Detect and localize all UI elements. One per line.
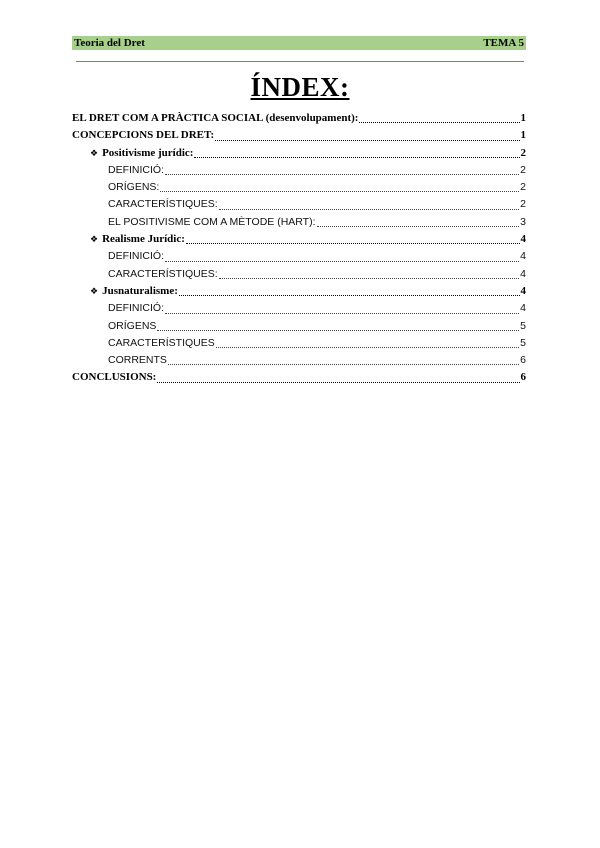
header-topic: TEMA 5 xyxy=(483,37,524,49)
page-header xyxy=(72,36,526,50)
toc-page-number: 1 xyxy=(520,129,526,142)
toc-entry[interactable] xyxy=(72,300,526,317)
toc-entry-text: CONCLUSIONS: xyxy=(72,371,157,384)
dot-leader xyxy=(186,234,520,244)
toc-entry[interactable] xyxy=(72,318,526,335)
dot-leader xyxy=(219,200,519,210)
toc-page-number: 4 xyxy=(520,302,526,315)
toc-entry[interactable] xyxy=(72,248,526,265)
toc-entry-text: CORRENTS xyxy=(108,354,167,367)
toc-entry-text: CARACTERÍSTIQUES xyxy=(108,336,215,349)
toc-page-number: 2 xyxy=(520,163,526,176)
diamond-bullet-icon: ❖ xyxy=(90,286,99,297)
dot-leader xyxy=(165,304,519,314)
dot-leader xyxy=(216,338,519,348)
toc-entry-text: EL DRET COM A PRÀCTICA SOCIAL (desenvolupament): xyxy=(72,112,359,124)
dot-leader xyxy=(168,355,519,365)
toc-entry-text: Positivisme jurídic: xyxy=(102,146,194,159)
dot-leader xyxy=(219,269,519,279)
dot-leader xyxy=(179,286,520,296)
toc-entry[interactable] xyxy=(72,369,526,386)
toc-entry-text: CONCEPCIONS DEL DRET: xyxy=(72,129,215,142)
dot-leader xyxy=(160,182,519,192)
toc-entry-label xyxy=(108,335,215,352)
diamond-bullet-icon: ❖ xyxy=(90,235,99,246)
toc-entry-label xyxy=(72,127,214,144)
toc-entry-label xyxy=(108,248,164,265)
toc-entry-text: Jusnaturalisme: xyxy=(102,284,178,297)
toc-page-number: 3 xyxy=(520,215,526,228)
toc-entry[interactable] xyxy=(72,335,526,352)
diamond-bullet-icon: ❖ xyxy=(90,148,99,159)
toc-entry-text: DEFINICIÓ: xyxy=(108,250,165,263)
toc-page-number: 5 xyxy=(520,336,526,349)
toc-page-number: 4 xyxy=(520,267,526,280)
header-subject: Teoria del Dret xyxy=(74,37,145,49)
page-title: ÍNDEX: xyxy=(250,72,350,102)
header-divider xyxy=(76,61,524,62)
dot-leader xyxy=(157,373,519,383)
toc-entry-label xyxy=(108,179,159,196)
toc-page-number: 6 xyxy=(520,371,526,384)
toc-entry-label xyxy=(108,196,218,213)
toc-page-number: 4 xyxy=(520,233,526,246)
toc-entry-label xyxy=(90,231,185,249)
toc-entry-label xyxy=(72,110,358,127)
toc-entry-label xyxy=(108,266,218,283)
toc-entry-label xyxy=(108,318,156,335)
toc-entry-label xyxy=(108,214,316,231)
toc-entry-text: DEFINICIÓ: xyxy=(108,163,165,176)
dot-leader xyxy=(157,321,519,331)
toc-page-number: 4 xyxy=(520,284,526,297)
toc-entry[interactable] xyxy=(72,196,526,213)
table-of-contents xyxy=(72,110,526,387)
toc-entry[interactable] xyxy=(72,179,526,196)
toc-page-number: 5 xyxy=(520,319,526,332)
toc-entry-label xyxy=(90,283,178,301)
dot-leader xyxy=(194,148,519,158)
toc-entry[interactable] xyxy=(72,127,526,144)
toc-entry-label xyxy=(90,145,193,163)
toc-entry-label xyxy=(72,369,156,386)
toc-entry[interactable] xyxy=(72,231,526,248)
dot-leader xyxy=(165,252,519,262)
toc-entry[interactable] xyxy=(72,266,526,283)
toc-page-number: 6 xyxy=(520,354,526,367)
toc-entry-label xyxy=(108,300,164,317)
dot-leader xyxy=(165,165,519,175)
toc-page-number: 2 xyxy=(520,181,526,194)
toc-page-number: 1 xyxy=(520,112,526,124)
toc-entry-text: CARACTERÍSTIQUES: xyxy=(108,267,218,280)
dot-leader xyxy=(359,113,519,123)
toc-entry-text: ORÍGENS: xyxy=(108,181,160,194)
toc-entry-label xyxy=(108,162,164,179)
dot-leader xyxy=(215,131,519,141)
toc-entry[interactable] xyxy=(72,352,526,369)
toc-entry-text: CARACTERÍSTIQUES: xyxy=(108,198,218,211)
toc-entry-text: ORÍGENS xyxy=(108,319,157,332)
toc-entry[interactable] xyxy=(72,162,526,179)
toc-entry-text: DEFINICIÓ: xyxy=(108,302,165,315)
toc-entry[interactable] xyxy=(72,110,526,127)
toc-entry[interactable] xyxy=(72,214,526,231)
toc-entry[interactable] xyxy=(72,283,526,300)
toc-page-number: 2 xyxy=(520,146,526,159)
toc-entry-text: EL POSITIVISME COM A MÈTODE (HART): xyxy=(108,215,316,228)
toc-page-number: 2 xyxy=(520,198,526,211)
toc-entry-label xyxy=(108,352,167,369)
dot-leader xyxy=(317,217,520,227)
toc-page-number: 4 xyxy=(520,250,526,263)
toc-entry[interactable] xyxy=(72,145,526,162)
toc-entry-text: Realisme Jurídic: xyxy=(102,233,185,246)
